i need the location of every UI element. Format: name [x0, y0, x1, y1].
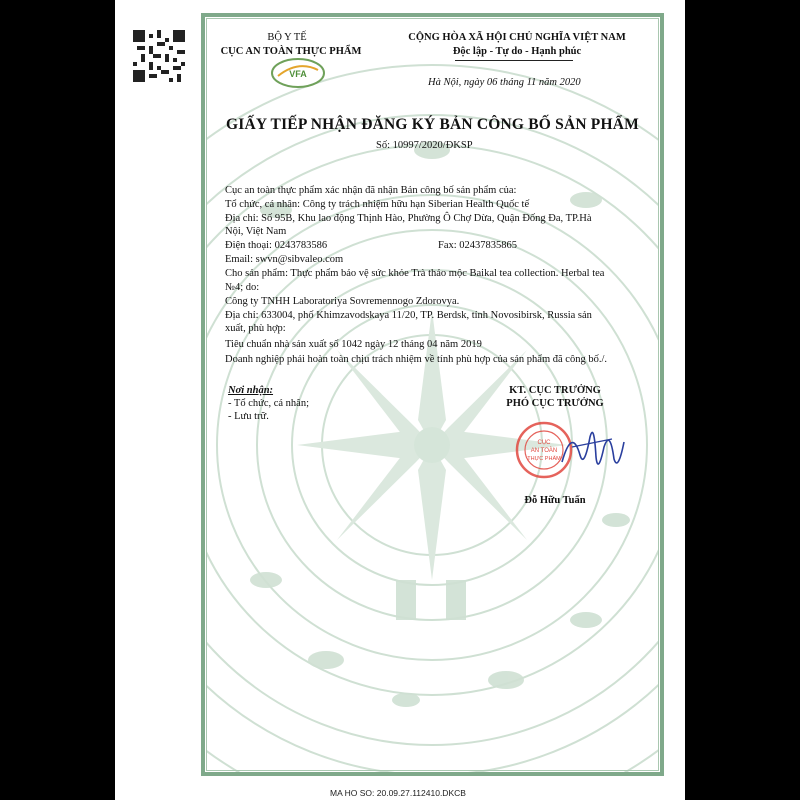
- handwritten-signature-icon: [552, 417, 632, 482]
- ministry-name: BỘ Y TẾ: [267, 32, 307, 43]
- body-intro: Cục an toàn thực phẩm xác nhận đã nhận Bản công bố sản phẩm của:: [225, 185, 517, 196]
- body-organization: Tổ chức, cá nhân: Công ty trách nhiệm hữu hạn Siberian Health Quốc tế: [225, 199, 530, 210]
- body-product-line2: №4; do:: [225, 282, 260, 293]
- document-title: GIẤY TIẾP NHẬN ĐĂNG KÝ BẢN CÔNG BỐ SẢN PHẨM: [226, 116, 639, 133]
- qr-code-icon: [133, 30, 185, 82]
- body-address-line2: Nội, Việt Nam: [225, 226, 287, 237]
- seal-text-bot: THỰC PHẨM: [527, 456, 561, 462]
- recipient-item: - Lưu trữ.: [228, 411, 269, 422]
- body-responsibility: Doanh nghiệp phải hoàn toàn chịu trách nhiệm về tính phù hợp của sản phẩm đã công bố./.: [225, 354, 607, 365]
- seal-text-top: CỤC: [537, 440, 551, 446]
- signer-position-1: KT. CỤC TRƯỞNG: [509, 385, 601, 396]
- body-product-line1: Cho sản phẩm: Thực phẩm bảo vệ sức khỏe Trà thảo mộc Baikal tea collection. Herbal tea: [225, 268, 605, 279]
- recipient-item: - Tổ chức, cá nhân;: [228, 398, 310, 409]
- seal-text-mid: AN TOÀN: [530, 448, 558, 454]
- signer-name: Đỗ Hữu Tuấn: [524, 495, 586, 506]
- national-motto: Độc lập - Tự do - Hạnh phúc: [452, 46, 582, 57]
- signer-position-2: PHÓ CỤC TRƯỞNG: [506, 398, 604, 409]
- record-code: MA HO SO: 20.09.27.112410.DKCB: [330, 788, 466, 798]
- body-email: Email: swvn@sibvaleo.com: [225, 254, 344, 265]
- body-phone: Điện thoại: 0243783586: [225, 240, 328, 251]
- recipients-label: Nơi nhận:: [228, 385, 274, 396]
- issue-date: Hà Nội, ngày 06 tháng 11 năm 2020: [428, 77, 581, 88]
- body-manufacturer: Công ty TNHH Laboratoriya Sovremennogo Zdorovya.: [225, 296, 460, 307]
- document-number: Số: 10997/2020/ĐKSP: [376, 140, 473, 151]
- agency-name: CỤC AN TOÀN THỰC PHẨM: [220, 46, 362, 57]
- country-name: CỘNG HÒA XÃ HỘI CHỦ NGHĨA VIỆT NAM: [408, 32, 626, 43]
- body-manufacturer-address-line1: Địa chỉ: 633004, phố Khimzavodskaya 11/20, TP. Berdsk, tỉnh Novosibirsk, Russia sản: [225, 310, 592, 321]
- motto-underline: [455, 60, 573, 61]
- logo-text: VFA: [289, 69, 307, 79]
- body-manufacturer-address-line2: xuất, phù hợp:: [225, 323, 286, 334]
- body-fax: Fax: 02437835865: [438, 240, 518, 251]
- vfa-logo-icon: [268, 56, 328, 90]
- body-address-line1: Địa chỉ: Số 95B, Khu lao động Thịnh Hào, Phường Ô Chợ Dừa, Quận Đống Đa, TP.Hà: [225, 213, 592, 224]
- body-standard: Tiêu chuẩn nhà sản xuất số 1042 ngày 12 tháng 04 năm 2019: [225, 339, 482, 350]
